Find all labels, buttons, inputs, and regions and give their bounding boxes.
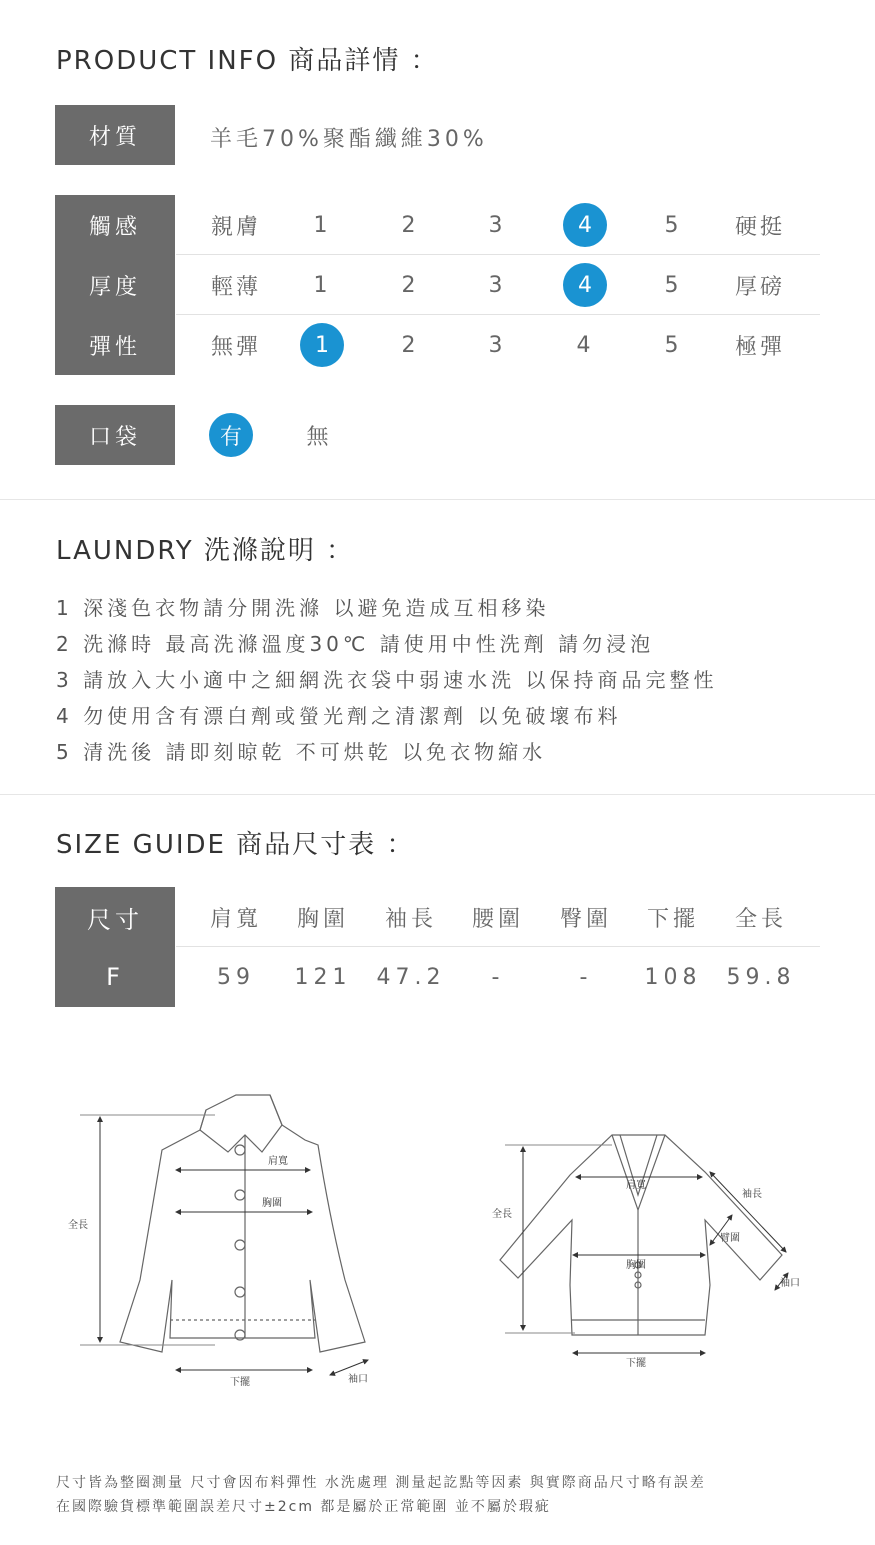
size-column-header: 胸圍 (296, 906, 349, 932)
rating-scale-value (555, 255, 615, 315)
rating-scale-value: 1 (313, 272, 331, 298)
size-value-cell: 59.8 (726, 964, 796, 990)
cardigan-sleeve-label: 袖長 (742, 1189, 762, 1200)
rating-scale-value (292, 315, 352, 375)
garment-diagrams (0, 1080, 875, 1410)
rating-scale-value: 3 (488, 332, 506, 358)
jacket-cuff-label: 袖口 (348, 1374, 368, 1385)
jacket-diagram (120, 1095, 365, 1352)
rating-scale-value: 4 (576, 332, 594, 358)
rating-label: 厚度 (55, 255, 175, 315)
pocket-selected-marker: 有 (209, 413, 253, 457)
laundry-instruction: 2 洗滌時 最高洗滌溫度30℃ 請使用中性洗劑 請勿浸泡 (56, 632, 655, 656)
rating-scale-value: 2 (401, 332, 419, 358)
size-value-cell: - (579, 964, 593, 990)
cardigan-length-label: 全長 (492, 1209, 512, 1220)
rating-row (176, 255, 820, 315)
cardigan-chest-label: 胸圍 (626, 1260, 646, 1271)
jacket-hem-label: 下擺 (230, 1377, 250, 1388)
rating-scale-value: 5 (664, 212, 682, 238)
rating-selected-marker: 1 (300, 323, 344, 367)
cardigan-cuff-label: 袖口 (780, 1278, 800, 1289)
footnote-line-1: 尺寸皆為整圈測量 尺寸會因布料彈性 水洗處理 測量起訖點等因素 與實際商品尺寸略有誤差 (56, 1475, 706, 1491)
cardigan-hem-label: 下擺 (626, 1358, 646, 1369)
rating-low-label: 輕薄 (210, 274, 261, 300)
laundry-instruction: 4 勿使用含有漂白劑或螢光劑之清潔劑 以免破壞布料 (56, 704, 622, 728)
laundry-heading: LAUNDRY 洗滌說明 ： (56, 536, 355, 566)
jacket-chest-label: 胸圍 (262, 1198, 282, 1209)
rating-high-label: 厚磅 (734, 274, 785, 300)
rating-low-label: 親膚 (210, 214, 261, 240)
footnote-line-2: 在國際驗貨標準範圍誤差尺寸±2cm 都是屬於正常範圍 並不屬於瑕疵 (56, 1499, 551, 1515)
rating-low-label: 無彈 (210, 334, 261, 360)
section-divider (0, 794, 875, 795)
rating-scale-value (555, 195, 615, 255)
pocket-label: 口袋 (55, 405, 175, 465)
size-value-cell: 47.2 (376, 964, 446, 990)
pocket-option-value: 無 (306, 424, 332, 450)
laundry-instruction: 3 請放入大小適中之細網洗衣袋中弱速水洗 以保持商品完整性 (56, 668, 718, 692)
rating-label: 彈性 (55, 315, 175, 375)
size-value-cell: - (491, 964, 505, 990)
rating-high-label: 硬挺 (734, 214, 785, 240)
rating-scale-value: 1 (313, 212, 331, 238)
rating-selected-marker: 4 (563, 203, 607, 247)
pocket-option (289, 405, 349, 465)
size-column-header: 腰圍 (471, 906, 524, 932)
rating-scale-value: 2 (401, 212, 419, 238)
rating-scale-value: 5 (664, 332, 682, 358)
rating-scale-value: 5 (664, 272, 682, 298)
size-row-label: F (55, 947, 175, 1007)
cardigan-shoulder-label: 肩寬 (626, 1180, 646, 1191)
rating-selected-marker: 4 (563, 263, 607, 307)
rating-row (176, 315, 820, 375)
rating-row (176, 195, 820, 255)
jacket-length-label: 全長 (68, 1220, 88, 1231)
jacket-shoulder-label: 肩寬 (268, 1156, 288, 1167)
laundry-instruction: 1 深淺色衣物請分開洗滌 以避免造成互相移染 (56, 596, 550, 620)
size-value-cell: 59 (217, 964, 255, 990)
rating-label: 觸感 (55, 195, 175, 255)
size-header-label: 尺寸 (55, 887, 175, 947)
size-value-cell: 108 (644, 964, 702, 990)
pocket-option-value (201, 405, 261, 465)
size-guide-heading: SIZE GUIDE 商品尺寸表 ： (56, 830, 415, 860)
rating-high-label: 極彈 (734, 334, 785, 360)
size-column-header: 臀圍 (559, 906, 612, 932)
material-label: 材質 (55, 105, 175, 165)
cardigan-arm-label: 臂圍 (720, 1233, 740, 1244)
section-divider (0, 499, 875, 500)
material-value: 羊毛70%聚酯纖維30% (210, 127, 488, 152)
rating-scale-value: 3 (488, 272, 506, 298)
size-column-header: 下擺 (646, 906, 699, 932)
laundry-instruction: 5 清洗後 請即刻晾乾 不可烘乾 以免衣物縮水 (56, 740, 547, 764)
rating-scale-value: 3 (488, 212, 506, 238)
pocket-option (201, 405, 261, 465)
size-column-header: 全長 (734, 906, 787, 932)
product-info-heading: PRODUCT INFO 商品詳情 ： (56, 46, 439, 76)
size-column-header: 袖長 (384, 906, 437, 932)
size-column-header: 肩寬 (209, 906, 262, 932)
rating-scale-value: 2 (401, 272, 419, 298)
size-value-cell: 121 (294, 964, 352, 990)
